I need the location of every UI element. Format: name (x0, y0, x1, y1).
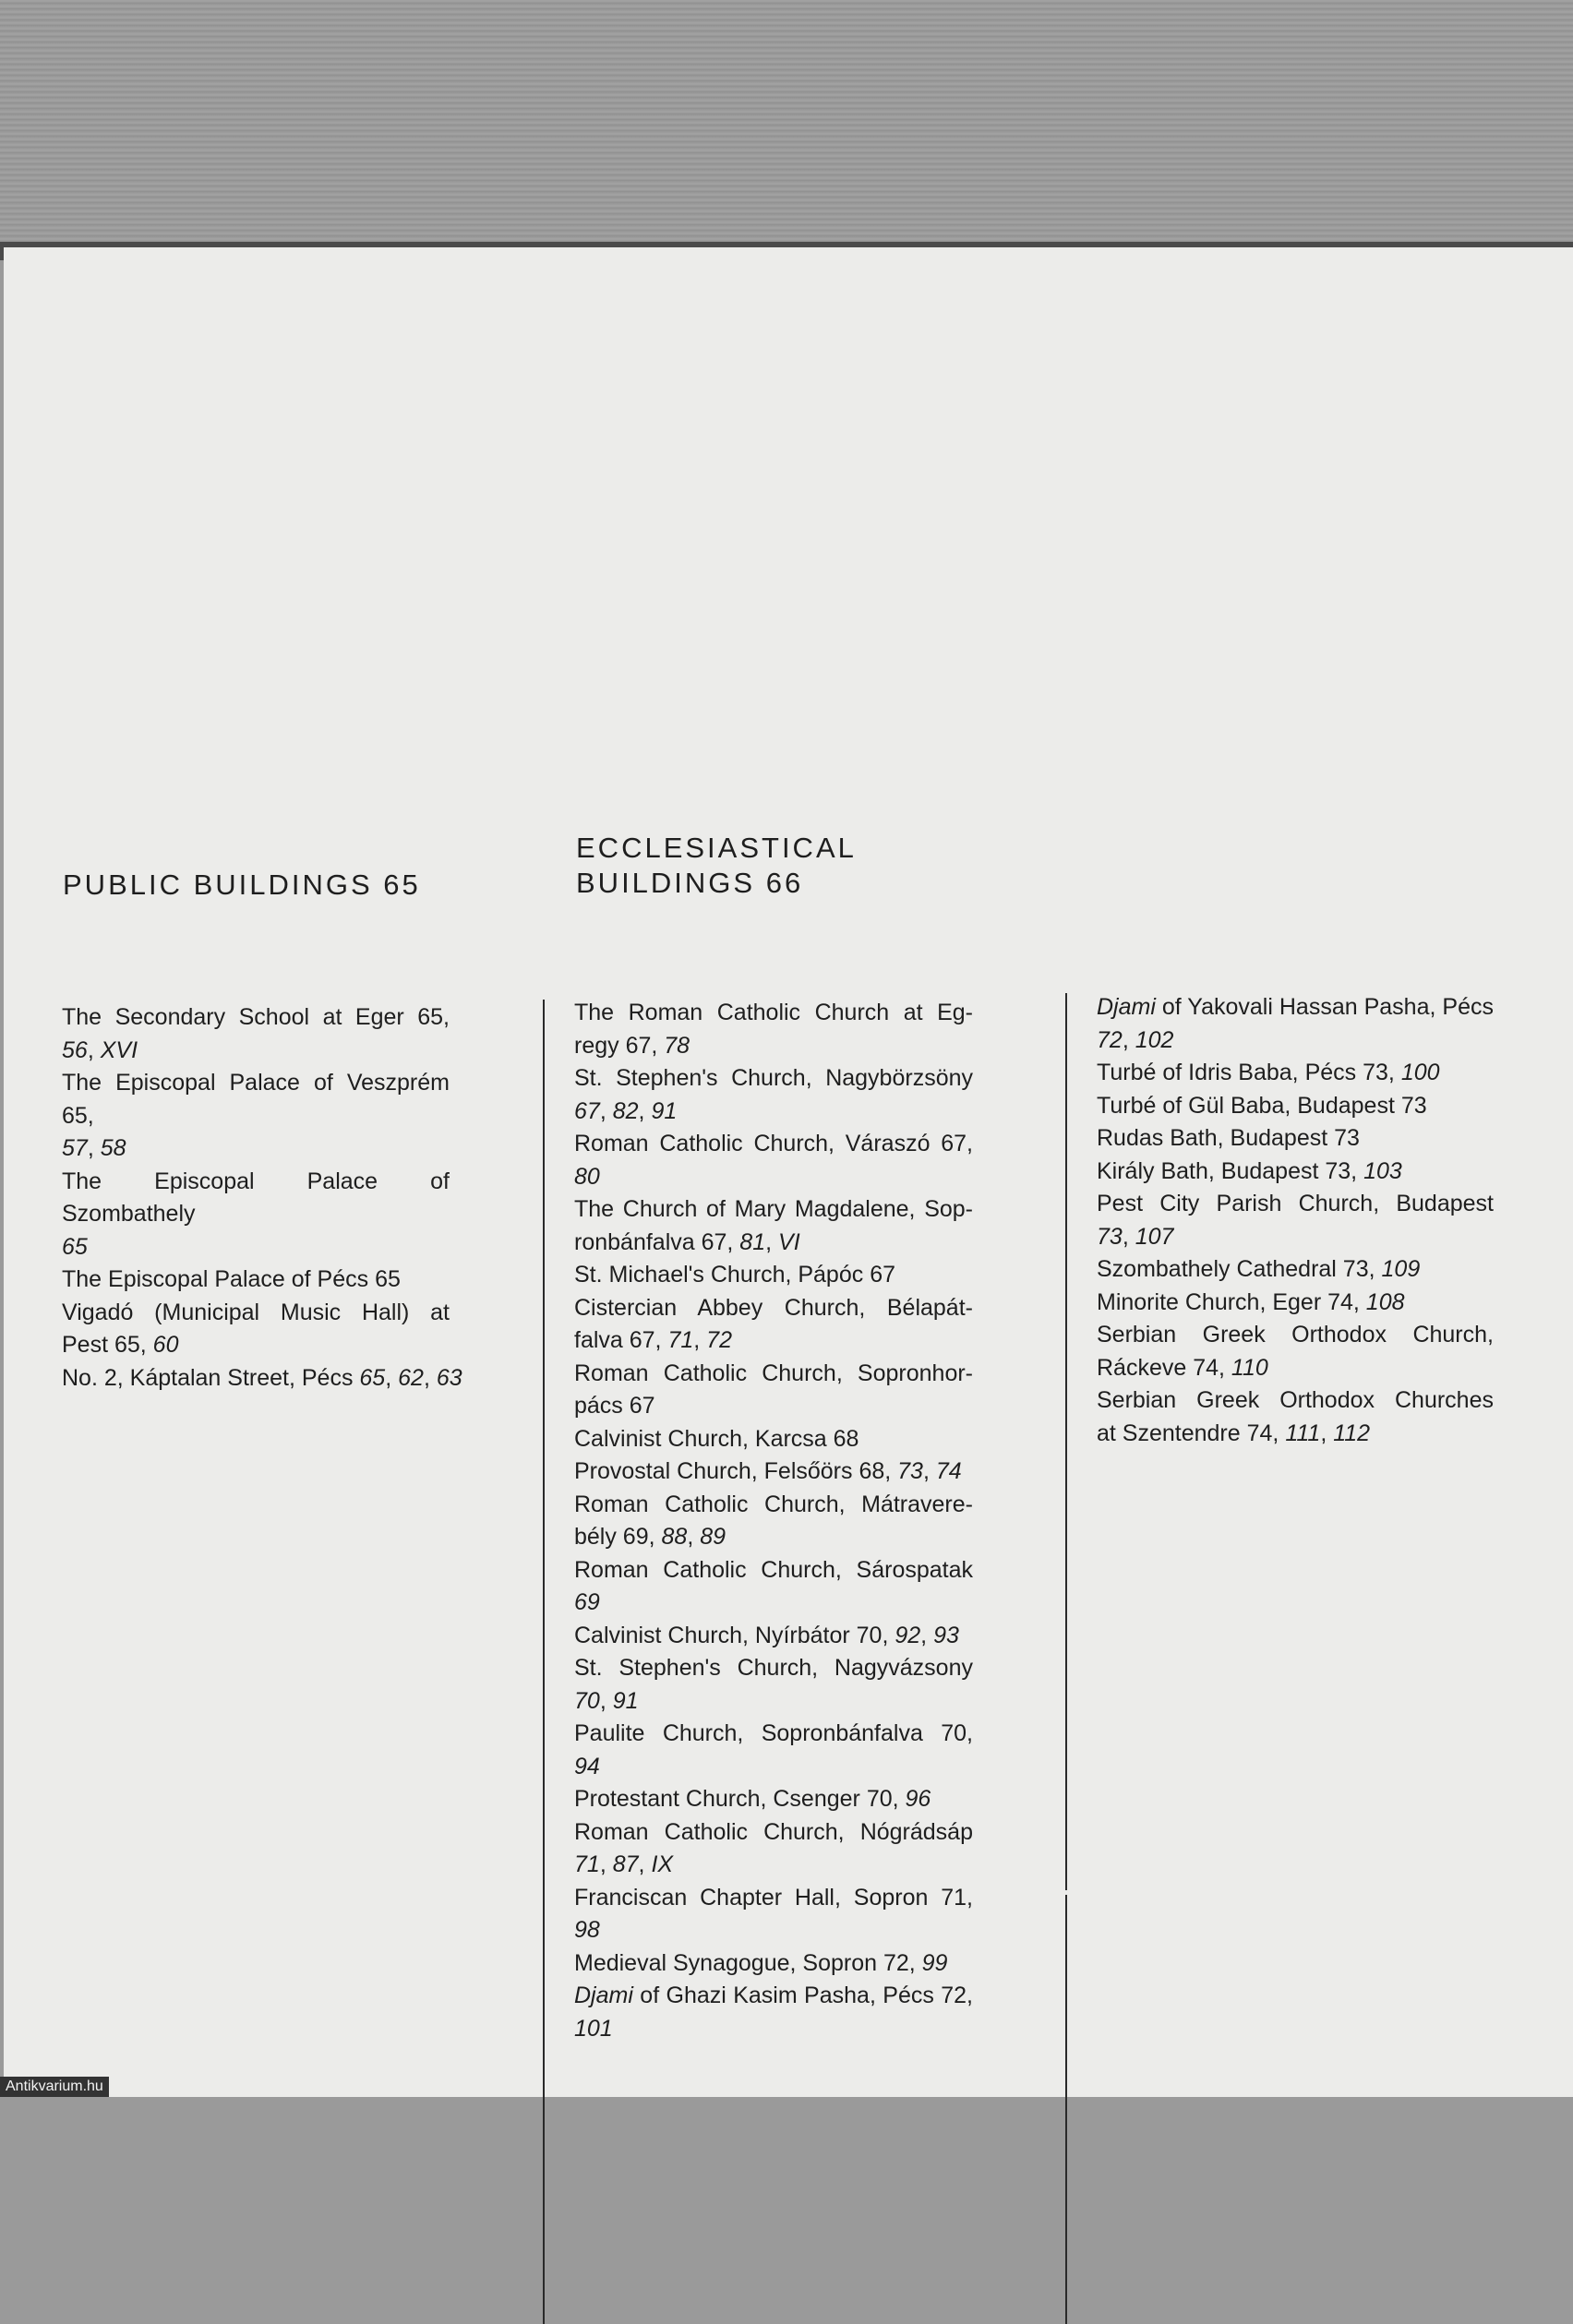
index-entry-line: 72, 102 (1097, 1026, 1174, 1053)
index-entry-line: Medieval Synagogue, Sopron 72, 99 (574, 1949, 948, 1976)
index-entry-line: at Szentendre 74, 111, 112 (1097, 1420, 1371, 1446)
index-entry (574, 1193, 973, 1259)
index-entry-line: The Church of Mary Magdalene, Sop- (574, 1196, 973, 1222)
index-entry-line: falva 67, 71, 72 (574, 1327, 732, 1353)
index-entry (62, 1001, 450, 1067)
index-entry-line: 70, 91 (574, 1687, 639, 1714)
index-entry (574, 1358, 973, 1423)
index-entry (574, 1128, 973, 1193)
index-entry-line: 80 (574, 1163, 600, 1190)
index-entry (574, 1554, 973, 1620)
ecclesiastical-column-2 (1097, 991, 1494, 1450)
index-entry-line: pács 67 (574, 1393, 655, 1419)
index-entry-line: Pest City Parish Church, Budapest (1097, 1191, 1494, 1216)
index-entry (1097, 1188, 1494, 1253)
index-entry-line: Szombathely Cathedral 73, 109 (1097, 1256, 1421, 1282)
index-entry (574, 1947, 973, 1981)
index-entry (62, 1166, 450, 1264)
index-entry-line: Protestant Church, Csenger 70, 96 (574, 1786, 931, 1812)
index-entry-line: 94 (574, 1753, 600, 1779)
index-entry-line: 98 (574, 1917, 600, 1943)
photo-background (0, 0, 1573, 258)
index-entry-line: Roman Catholic Church, Váraszó 67, (574, 1131, 973, 1156)
ecclesiastical-buildings-heading: ECCLESIASTICAL BUILDINGS 66 (576, 832, 857, 899)
index-entry-line: 71, 87, IX (574, 1851, 674, 1877)
column-divider-left (543, 1000, 545, 2324)
index-entry-line: Serbian Greek Orthodox Church, (1097, 1322, 1494, 1348)
index-entry (62, 1297, 450, 1362)
index-entry (574, 1620, 973, 1653)
index-entry-line: Roman Catholic Church, Sárospatak (574, 1556, 973, 1583)
index-entry (1097, 1090, 1494, 1123)
index-entry (1097, 1122, 1494, 1156)
index-entry-line: St. Michael's Church, Pápóc 67 (574, 1262, 895, 1288)
index-entry (62, 1067, 450, 1166)
index-entry (574, 1455, 973, 1489)
index-entry-line: The Episcopal Palace of Veszprém 65, (62, 1070, 450, 1129)
index-entry-line: Calvinist Church, Nyírbátor 70, 92, 93 (574, 1622, 959, 1648)
index-entry-line: bély 69, 88, 89 (574, 1524, 726, 1550)
index-entry-line: Serbian Greek Orthodox Churches (1097, 1387, 1494, 1413)
index-entry (574, 1259, 973, 1292)
watermark: Antikvarium.hu (0, 2077, 109, 2097)
index-entry-line: Ráckeve 74, 110 (1097, 1354, 1268, 1381)
index-entry-line: No. 2, Káptalan Street, Pécs 65, 62, 63 (62, 1364, 462, 1391)
index-entry (574, 1783, 973, 1816)
index-entry-line: regy 67, 78 (574, 1032, 690, 1059)
index-entry (62, 1264, 450, 1297)
public-buildings-heading: PUBLIC BUILDINGS 65 (63, 869, 421, 901)
index-entry (574, 1718, 973, 1783)
index-entry-line: Franciscan Chapter Hall, Sopron 71, (574, 1884, 973, 1911)
index-entry (1097, 1287, 1494, 1320)
index-entry-line: Minorite Church, Eger 74, 108 (1097, 1288, 1405, 1315)
index-entry (574, 1423, 973, 1456)
index-entry (574, 1980, 973, 2045)
index-entry-line: ronbánfalva 67, 81, VI (574, 1228, 800, 1255)
index-entry-line: Roman Catholic Church, Nógrádsáp (574, 1818, 973, 1845)
index-entry (574, 1816, 973, 1882)
index-entry-line: Paulite Church, Sopronbánfalva 70, (574, 1720, 973, 1746)
index-entry (1097, 1156, 1494, 1189)
index-entry (574, 1062, 973, 1128)
index-entry-line: Djami of Yakovali Hassan Pasha, Pécs (1097, 994, 1494, 1020)
index-entry-line: Turbé of Idris Baba, Pécs 73, 100 (1097, 1060, 1440, 1085)
index-entry-line: 69 (574, 1589, 600, 1615)
index-entry-line: The Episcopal Palace of Szombathely (62, 1168, 450, 1227)
ecclesiastical-column-1 (574, 997, 973, 2045)
index-entry-line: Király Bath, Budapest 73, 103 (1097, 1157, 1402, 1184)
index-entry-line: Pest 65, 60 (62, 1332, 179, 1358)
book-page (4, 247, 1573, 2097)
index-entry-line: Cistercian Abbey Church, Bélapát- (574, 1294, 973, 1321)
index-entry-line: St. Stephen's Church, Nagyvázsony (574, 1655, 973, 1681)
index-entry-line: 67, 82, 91 (574, 1097, 678, 1124)
index-entry (574, 1489, 973, 1554)
index-entry (1097, 1384, 1494, 1450)
public-buildings-column (62, 1001, 462, 1395)
index-entry (62, 1362, 462, 1396)
index-entry-line: Vigadó (Municipal Music Hall) at (62, 1299, 450, 1325)
index-entry-line: 101 (574, 2015, 613, 2042)
index-entry-line: Calvinist Church, Karcsa 68 (574, 1425, 859, 1452)
index-entry-line: 65 (62, 1233, 88, 1260)
index-entry-line: St. Stephen's Church, Nagybörzsöny (574, 1065, 973, 1091)
index-entry-line: 73, 107 (1097, 1223, 1174, 1250)
index-entry-line: Rudas Bath, Budapest 73 (1097, 1125, 1360, 1151)
index-entry-line: 57, 58 (62, 1135, 126, 1161)
index-entry-line: Djami of Ghazi Kasim Pasha, Pécs 72, (574, 1983, 973, 2008)
index-entry (1097, 1057, 1494, 1090)
index-entry-line: The Roman Catholic Church at Eg- (574, 1000, 973, 1025)
column-divider-right-upper (1065, 993, 1067, 1890)
index-entry (574, 1882, 973, 1947)
index-entry (1097, 991, 1494, 1057)
index-entry (574, 997, 973, 1062)
index-entry (1097, 1319, 1494, 1384)
index-entry-line: 56, XVI (62, 1036, 138, 1063)
index-entry-line: The Episcopal Palace of Pécs 65 (62, 1266, 401, 1292)
index-entry (1097, 1253, 1494, 1287)
index-entry-line: Provostal Church, Felsőörs 68, 73, 74 (574, 1458, 962, 1484)
index-entry-line: Roman Catholic Church, Mátravere- (574, 1491, 973, 1517)
index-entry (574, 1652, 973, 1718)
column-divider-right-lower (1065, 1895, 1067, 2324)
index-entry-line: Roman Catholic Church, Sopronhor- (574, 1360, 973, 1386)
index-entry (574, 1292, 973, 1358)
index-entry-line: The Secondary School at Eger 65, (62, 1004, 450, 1030)
index-entry-line: Turbé of Gül Baba, Budapest 73 (1097, 1092, 1427, 1119)
